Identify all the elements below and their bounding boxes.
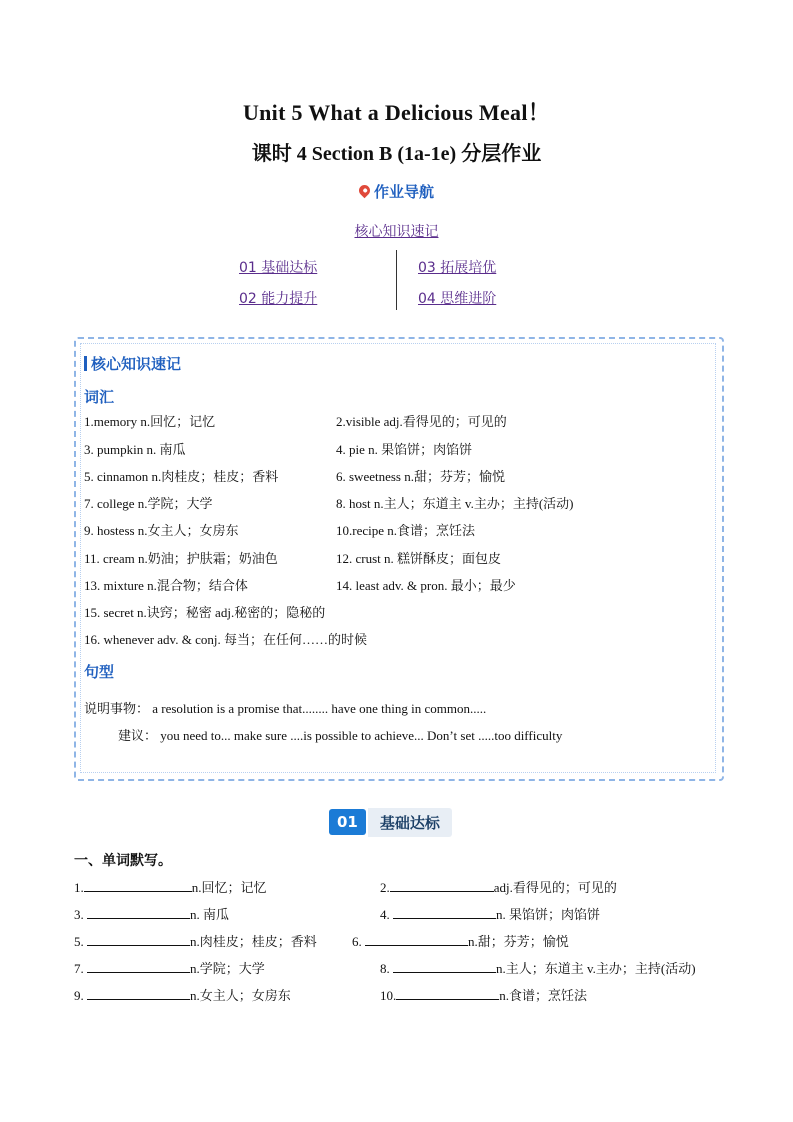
- nav-core-row: [0, 221, 793, 241]
- nav-link-04[interactable]: 04 思维进阶: [418, 291, 497, 307]
- vocab-item: 16. whenever adv. & conj. 每当；在任何……的时候: [84, 632, 367, 647]
- answer-blank[interactable]: [396, 999, 499, 1000]
- badge-number: 01: [329, 809, 366, 835]
- exercise-item: 1. n.回忆；记忆: [74, 880, 267, 895]
- answer-blank[interactable]: [87, 972, 190, 973]
- exercise-item: 8. n.主人；东道主 v.主办；主持(活动): [380, 961, 696, 976]
- vocab-item: 8. host n.主人；东道主 v.主办；主持(活动): [336, 496, 574, 511]
- nav-heading: [0, 181, 793, 202]
- answer-blank[interactable]: [87, 999, 190, 1000]
- vocab-item: 6. sweetness n.甜；芬芳；愉悦: [336, 469, 505, 484]
- answer-blank[interactable]: [87, 945, 190, 946]
- exercise-item: 9. n.女主人；女房东: [74, 988, 291, 1003]
- exercise-item: 7. n.学院；大学: [74, 961, 265, 976]
- exercise-item: 3. n. 南瓜: [74, 907, 230, 922]
- nav-link-core[interactable]: 核心知识速记: [354, 224, 439, 240]
- vocab-item: 15. secret n.诀窍；秘密 adj.秘密的；隐秘的: [84, 605, 326, 620]
- sentence-heading: 句型: [84, 663, 115, 681]
- knowledge-heading-text: 核心知识速记: [91, 355, 182, 373]
- knowledge-heading: [84, 353, 181, 374]
- exercise-item: 5. n.肉桂皮；桂皮；香料: [74, 934, 317, 949]
- answer-blank[interactable]: [393, 918, 496, 919]
- part-title: 一、单词默写。: [74, 854, 172, 869]
- vocab-item: 14. least adv. & pron. 最小；最少: [336, 578, 516, 593]
- page-title: Unit 5 What a Delicious Meal！: [242, 100, 551, 125]
- exercise-item: 10. n.食谱；烹饪法: [380, 988, 588, 1003]
- nav-divider: [396, 250, 397, 310]
- vocab-item: 3. pumpkin n. 南瓜: [84, 442, 186, 457]
- sentence-line: 说明事物： a resolution is a promise that........ have one thing in common.....: [84, 701, 487, 716]
- answer-blank[interactable]: [390, 891, 494, 892]
- vocab-item: 7. college n.学院；大学: [84, 496, 213, 511]
- sentence-line: 建议： you need to... make sure ....is possible to achieve... Don’t set .....too difficulty: [118, 728, 563, 743]
- badge-text: 基础达标: [368, 808, 452, 837]
- page-subtitle: 课时 4 Section B (1a-1e) 分层作业: [251, 143, 542, 165]
- nav-link-01[interactable]: 01 基础达标: [239, 260, 318, 276]
- vocab-item: 12. crust n. 糕饼酥皮；面包皮: [336, 551, 502, 566]
- answer-blank[interactable]: [84, 891, 192, 892]
- exercise-item: 2. adj.看得见的；可见的: [380, 880, 617, 895]
- nav-heading-text: 作业导航: [373, 183, 434, 201]
- section-01-badge: [329, 807, 452, 837]
- answer-blank[interactable]: [393, 972, 496, 973]
- vocab-item: 10.recipe n.食谱；烹饪法: [336, 523, 476, 538]
- heading-bar-icon: [84, 356, 87, 371]
- vocab-heading: 词汇: [84, 388, 115, 406]
- answer-blank[interactable]: [365, 945, 468, 946]
- vocab-item: 1.memory n.回忆；记忆: [84, 414, 216, 429]
- exercise-item: 6. n.甜；芬芳；愉悦: [352, 934, 569, 949]
- nav-link-03[interactable]: 03 拓展培优: [418, 260, 497, 276]
- answer-blank[interactable]: [87, 918, 190, 919]
- vocab-item: 4. pie n. 果馅饼；肉馅饼: [336, 442, 473, 457]
- exercise-item: 4. n. 果馅饼；肉馅饼: [380, 907, 601, 922]
- nav-link-02[interactable]: 02 能力提升: [239, 291, 318, 307]
- vocab-item: 11. cream n.奶油；护肤霜；奶油色: [84, 551, 278, 566]
- vocab-item: 2.visible adj.看得见的；可见的: [336, 414, 507, 429]
- vocab-item: 9. hostess n.女主人；女房东: [84, 523, 239, 538]
- location-pin-icon: [357, 183, 373, 199]
- vocab-item: 13. mixture n.混合物；结合体: [84, 578, 248, 593]
- vocab-item: 5. cinnamon n.肉桂皮；桂皮；香料: [84, 469, 279, 484]
